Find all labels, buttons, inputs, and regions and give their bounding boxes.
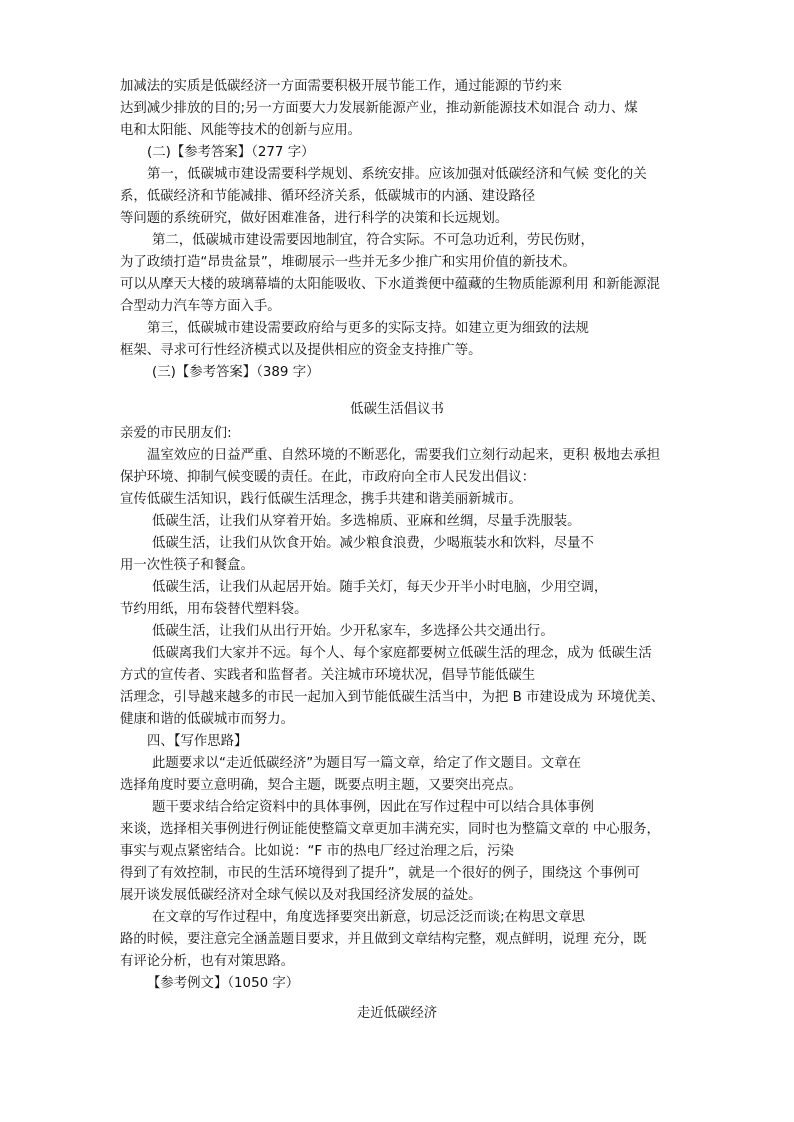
paragraph-line: 题干要求结合给定资料中的具体事例，因此在写作过程中可以结合具体事例 — [152, 800, 594, 815]
paragraph-line: 达到减少排放的目的;另一方面要大力发展新能源产业，推动新能源技术如混合 动力、煤 — [120, 101, 638, 116]
paragraph-line: 温室效应的日益严重、自然环境的不断恶化，需要我们立刻行动起来，更积 极地去承担 — [147, 448, 661, 463]
paragraph-line: 系，低碳经济和节能减排、循环经济关系，低碳城市的内涵、建设路径 — [120, 189, 536, 204]
paragraph-line: 在文章的写作过程中，角度选择要突出新意，切忌泛泛而谈;在构思文章思 — [152, 910, 586, 925]
salutation: 亲爱的市民朋友们: — [120, 426, 232, 441]
paragraph-line: 合型动力汽车等方面入手。 — [120, 299, 281, 314]
section-heading: (三)【参考答案】（389 字） — [152, 365, 320, 380]
paragraph-line: 低碳生活，让我们从起居开始。随手关灯，每天少开半小时电脑，少用空调， — [152, 580, 608, 595]
paragraph-line: 保护环境、抑制气候变暖的责任。在此，市政府向全市人民发出倡议： — [120, 470, 536, 485]
paragraph-line: 为了政绩打造“昂贵盆景”，堆砌展示一些并无多少推广和实用价值的新技术。 — [120, 255, 576, 270]
paragraph-line: 低碳生活，让我们从饮食开始。减少粮食浪费，少喝瓶装水和饮料，尽量不 — [152, 536, 594, 551]
paragraph-line: 展开谈发展低碳经济对全球气候以及对我国经济发展的益处。 — [120, 888, 482, 903]
paragraph-line: 低碳生活，让我们从穿着开始。多选棉质、亚麻和丝绸，尽量手洗服装。 — [152, 514, 581, 529]
document-title: 低碳生活倡议书 — [350, 402, 444, 417]
paragraph-line: 第一，低碳城市建设需要科学规划、系统安排。应该加强对低碳经济和气候 变化的关 — [147, 167, 647, 182]
paragraph-line: 有评论分析，也有对策思路。 — [120, 954, 295, 969]
section-heading: 【参考例文】（1050 字） — [147, 976, 300, 991]
paragraph-line: 路的时候，要注意完全涵盖题目要求，并且做到文章结构完整，观点鲜明，说理 充分，既 — [120, 932, 647, 947]
paragraph-line: 等问题的系统研究，做好困难准备，进行科学的决策和长远规划。 — [120, 211, 509, 226]
paragraph-line: 加减法的实质是低碳经济一方面需要积极开展节能工作，通过能源的节约来 — [120, 79, 562, 94]
section-heading: (二)【参考答案】（277 字） — [147, 145, 315, 160]
paragraph-line: 宣传低碳生活知识，践行低碳生活理念，携手共建和谐美丽新城市。 — [120, 492, 522, 507]
section-heading: 四、【写作思路】 — [147, 734, 248, 749]
paragraph-line: 此题要求以“走近低碳经济”为题目写一篇文章，给定了作文题目。文章在 — [152, 756, 581, 771]
paragraph-line: 方式的宣传者、实践者和监督者。关注城市环境状况，倡导节能低碳生 — [120, 668, 536, 683]
paragraph-line: 可以从摩天大楼的玻璃幕墙的太阳能吸收、下水道粪便中蕴藏的生物质能源利用 和新能源混 — [120, 277, 660, 292]
paragraph-line: 健康和谐的低碳城市而努力。 — [120, 712, 295, 727]
paragraph-line: 活理念，引导越来越多的市民一起加入到节能低碳生活当中，为把 B 市建设成为 环境优美、 — [120, 690, 665, 705]
paragraph-line: 电和太阳能、风能等技术的创新与应用。 — [120, 123, 362, 138]
paragraph-line: 选择角度时要立意明确，契合主题，既要点明主题，又要突出亮点。 — [120, 778, 522, 793]
paragraph-line: 来谈，选择相关事例进行例证能使整篇文章更加丰满充实，同时也为整篇文章的 中心服务， — [120, 822, 660, 837]
paragraph-line: 得到了有效控制，市民的生活环境得到了提升”，就是一个很好的例子，围绕这 个事例可 — [120, 866, 641, 881]
paragraph-line: 节约用纸，用布袋替代塑料袋。 — [120, 602, 308, 617]
paragraph-line: 事实与观点紧密结合。比如说：“F 市的热电厂经过治理之后，污染 — [120, 844, 514, 859]
paragraph-line: 第三，低碳城市建设需要政府给与更多的实际支持。如建立更为细致的法规 — [147, 321, 589, 336]
paragraph-line: 用一次性筷子和餐盒。 — [120, 558, 254, 573]
paragraph-line: 第二，低碳城市建设需要因地制宜，符合实际。不可急功近利，劳民伤财， — [152, 233, 594, 248]
paragraph-line: 低碳生活，让我们从出行开始。少开私家车，多选择公共交通出行。 — [152, 624, 554, 639]
paragraph-line: 框架、寻求可行性经济模式以及提供相应的资金支持推广等。 — [120, 343, 482, 358]
paragraph-line: 低碳离我们大家并不远。每个人、每个家庭都要树立低碳生活的理念，成为 低碳生活 — [152, 646, 652, 661]
essay-title: 走近低碳经济 — [356, 1006, 438, 1021]
